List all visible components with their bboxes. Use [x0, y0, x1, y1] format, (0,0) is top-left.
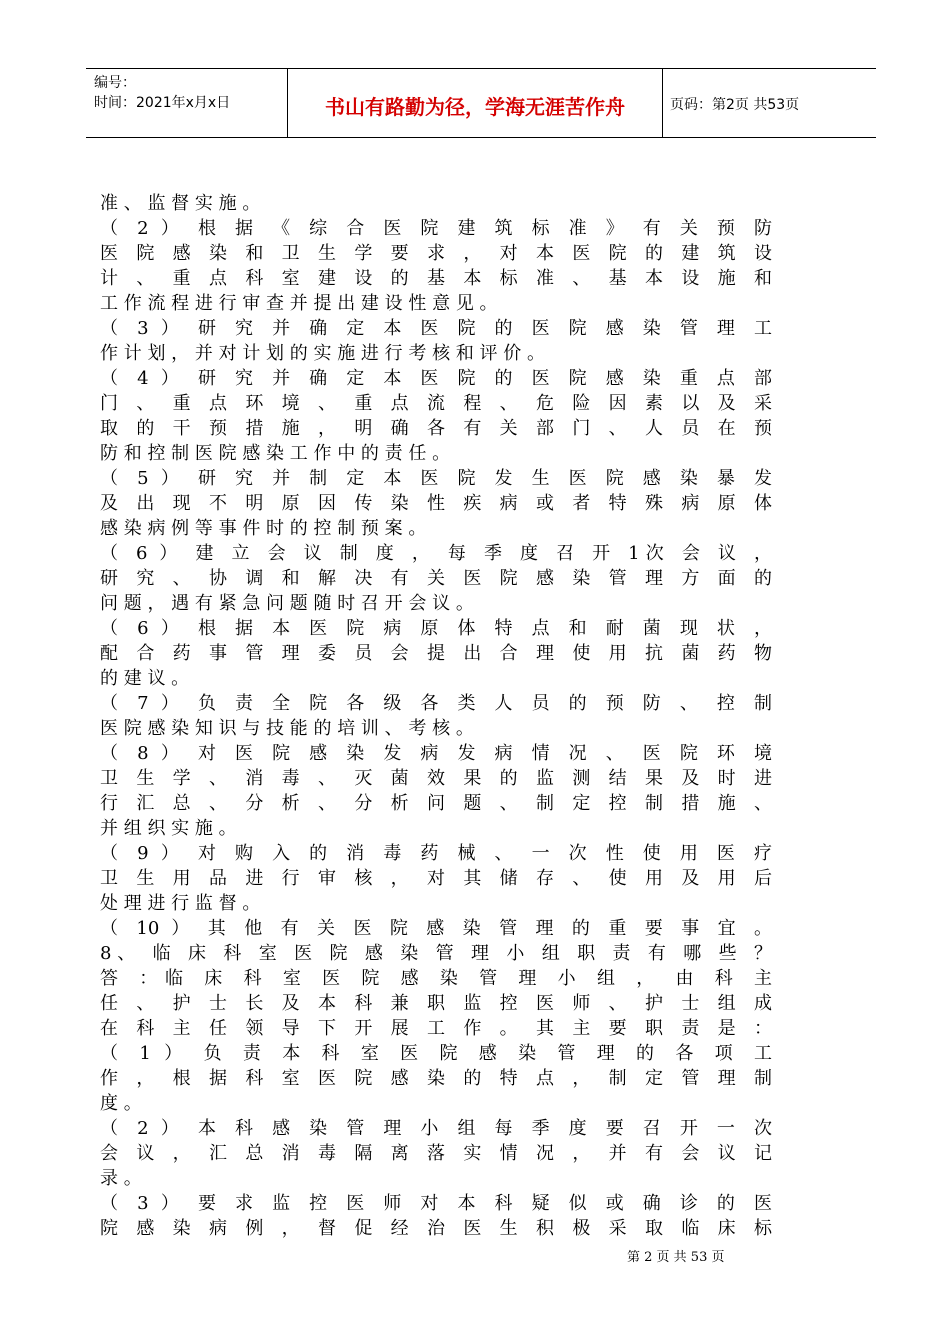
header-motto: 书山有路勤为径，学海无涯苦作舟: [325, 95, 625, 119]
body-line: 计 、 重 点 科 室 建 设 的 基 本 标 准 、 基 本 设 施 和: [100, 268, 772, 289]
header-page-cell: [662, 69, 876, 137]
body-line: 行 汇 总 、 分 析 、 分 析 问 题 、 制 定 控 制 措 施 、: [100, 793, 772, 814]
body-line: （ 6 ） 根 据 本 医 院 病 原 体 特 点 和 耐 菌 现 状 ，: [100, 618, 772, 639]
body-line: （ 6 ） 建 立 会 议 制 度 ， 每 季 度 召 开 1次 会 议 ，: [100, 543, 772, 564]
body-line: 会 议 ， 汇 总 消 毒 隔 离 落 实 情 况 ， 并 有 会 议 记: [100, 1143, 772, 1164]
serial-label: 编号：: [94, 75, 136, 91]
body-line: 工 作 流 程 进 行 审 查 并 提 出 建 设 性 意 见 。: [100, 293, 498, 314]
body-line: 研 究 、 协 调 和 解 决 有 关 医 院 感 染 管 理 方 面 的: [100, 568, 772, 589]
time-label: 时间：2021年x月x日: [94, 95, 231, 111]
document-body: [100, 191, 772, 1241]
body-line: 8、 临 床 科 室 医 院 感 染 管 理 小 组 职 责 有 哪 些 ？: [100, 943, 772, 964]
body-line: （ 10 ） 其 他 有 关 医 院 感 染 管 理 的 重 要 事 宜 。: [100, 918, 772, 939]
page-header: [86, 68, 876, 138]
body-line: （ 4 ） 研 究 并 确 定 本 医 院 的 医 院 感 染 重 点 部: [100, 368, 772, 389]
body-line: 门 、 重 点 环 境 、 重 点 流 程 、 危 险 因 素 以 及 采: [100, 393, 772, 414]
body-line: 答 ：临 床 科 室 医 院 感 染 管 理 小 组 ， 由 科 主: [100, 968, 772, 989]
body-line: 处 理 进 行 监 督 。: [100, 893, 261, 914]
body-line: （ 8 ） 对 医 院 感 染 发 病 发 病 情 况 、 医 院 环 境: [100, 743, 772, 764]
body-line: 卫 生 用 品 进 行 审 核 ， 对 其 储 存 、 使 用 及 用 后: [100, 868, 772, 889]
body-line: 取 的 干 预 措 施 ， 明 确 各 有 关 部 门 、 人 员 在 预: [100, 418, 772, 439]
body-line: 及 出 现 不 明 原 因 传 染 性 疾 病 或 者 特 殊 病 原 体: [100, 493, 772, 514]
body-line: （ 3 ） 要 求 监 控 医 师 对 本 科 疑 似 或 确 诊 的 医: [100, 1193, 772, 1214]
body-line: 作 计 划 ， 并 对 计 划 的 实 施 进 行 考 核 和 评 价 。: [100, 343, 545, 364]
body-line: 并 组 织 实 施 。: [100, 818, 237, 839]
body-line: （ 1 ） 负 责 本 科 室 医 院 感 染 管 理 的 各 项 工: [100, 1043, 772, 1064]
body-line: 任 、 护 士 长 及 本 科 兼 职 监 控 医 师 、 护 士 组 成: [100, 993, 772, 1014]
page-footer: 第 2 页 共 53 页: [627, 1250, 725, 1265]
body-line: 度 。: [100, 1093, 142, 1114]
body-line: （ 7 ） 负 责 全 院 各 级 各 类 人 员 的 预 防 、 控 制: [100, 693, 772, 714]
body-line: 录 。: [100, 1168, 142, 1189]
body-line: （ 2 ） 本 科 感 染 管 理 小 组 每 季 度 要 召 开 一 次: [100, 1118, 772, 1139]
body-line: （ 2 ） 根 据 《 综 合 医 院 建 筑 标 准 》 有 关 预 防: [100, 218, 772, 239]
body-line: 医 院 感 染 知 识 与 技 能 的 培 训 、 考 核 。: [100, 718, 474, 739]
body-line: 感 染 病 例 等 事 件 时 的 控 制 预 案 。: [100, 518, 427, 539]
body-line: （ 5 ） 研 究 并 制 定 本 医 院 发 生 医 院 感 染 暴 发: [100, 468, 772, 489]
header-meta-cell: [86, 69, 286, 137]
header-motto-cell: [287, 69, 663, 137]
body-line: 的 建 议 。: [100, 668, 190, 689]
body-line: 院 感 染 病 例 ， 督 促 经 治 医 生 积 极 采 取 临 床 标: [100, 1218, 772, 1239]
body-line: （ 9 ） 对 购 入 的 消 毒 药 械 、 一 次 性 使 用 医 疗: [100, 843, 772, 864]
body-line: 卫 生 学 、 消 毒 、 灭 菌 效 果 的 监 测 结 果 及 时 进: [100, 768, 772, 789]
body-line: 配 合 药 事 管 理 委 员 会 提 出 合 理 使 用 抗 菌 药 物: [100, 643, 772, 664]
body-line: 问 题 ， 遇 有 紧 急 问 题 随 时 召 开 会 议 。: [100, 593, 474, 614]
body-line: （ 3 ） 研 究 并 确 定 本 医 院 的 医 院 感 染 管 理 工: [100, 318, 772, 339]
header-page-label: 页码：第2页 共53页: [670, 97, 800, 113]
body-line: 防 和 控 制 医 院 感 染 工 作 中 的 责 任 。: [100, 443, 451, 464]
body-line: 医 院 感 染 和 卫 生 学 要 求 ， 对 本 医 院 的 建 筑 设: [100, 243, 772, 264]
body-line: 在 科 主 任 领 导 下 开 展 工 作 。 其 主 要 职 责 是 ：: [100, 1018, 772, 1039]
body-line: 作 ， 根 据 科 室 医 院 感 染 的 特 点 ， 制 定 管 理 制: [100, 1068, 772, 1089]
body-line: 准 、 监 督 实 施 。: [100, 193, 261, 214]
